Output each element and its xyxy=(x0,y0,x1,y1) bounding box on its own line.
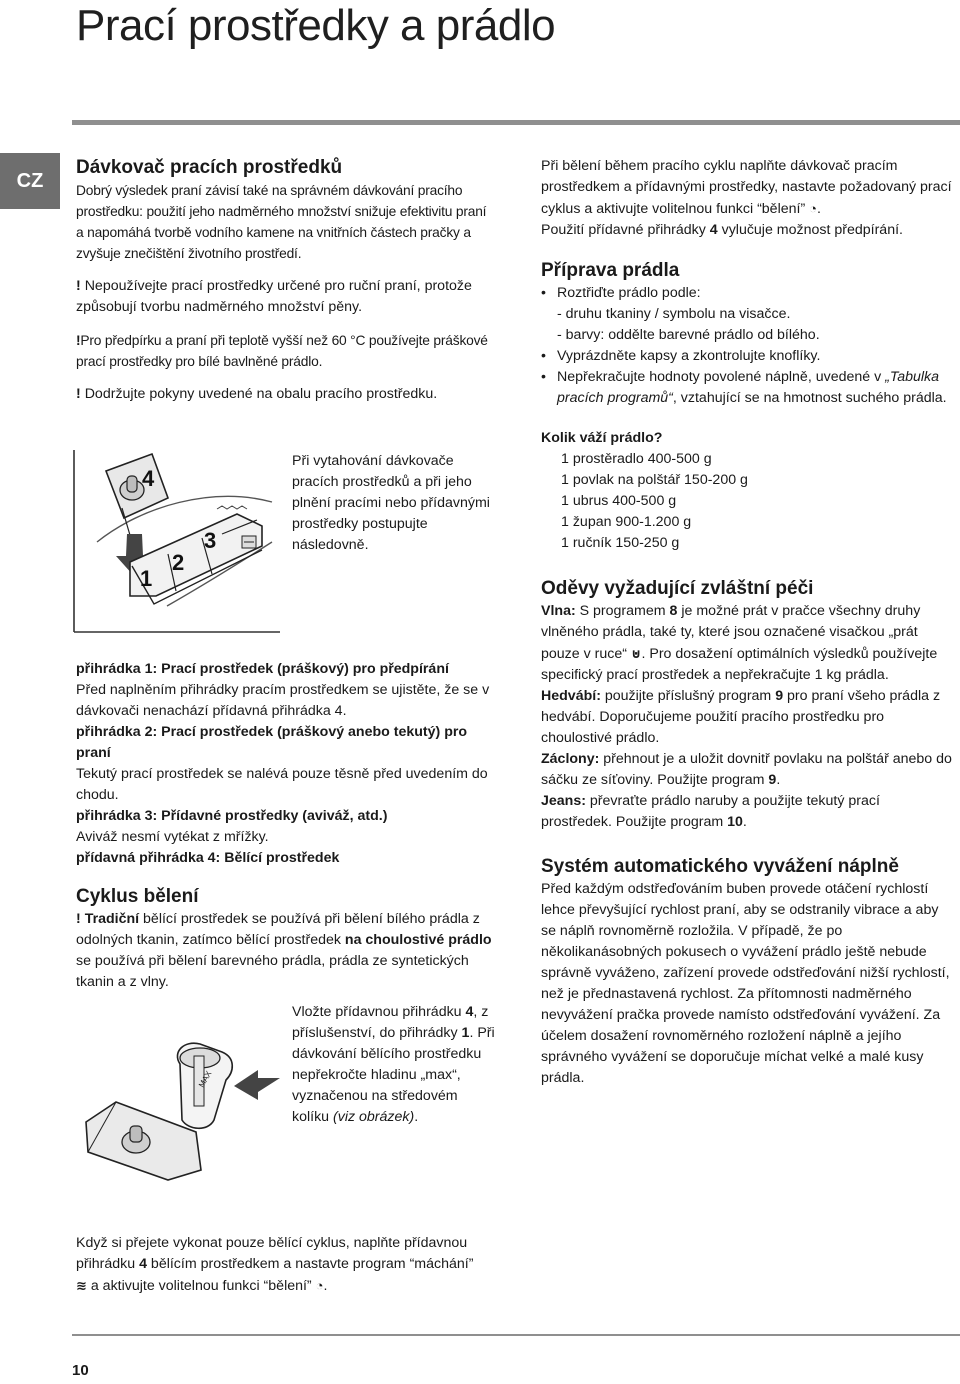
compartment-2-text: Tekutý prací prostředek se nalévá pouze těsně před uvedením do chodu. xyxy=(76,766,488,803)
warning-icon: ! xyxy=(76,278,81,294)
warning-hand-wash: ! Nepoužívejte prací prostředky určené pro ruční praní, protože způsobují tvorbu nadměrného množství pěny. xyxy=(76,278,472,315)
hand-wash-icon: ⊍ xyxy=(630,646,642,661)
list-item: 1 ručník 150-250 g xyxy=(561,535,680,551)
page-number: 10 xyxy=(72,1362,89,1379)
compartment-1-title: přihrádka 1: Prací prostředek (práškový) pro předpírání xyxy=(76,661,449,677)
right-column xyxy=(541,156,953,1089)
bleach-only-note: Když si přejete vykonat pouze bělící cyklus, naplňte přídavnou přihrádku 4 bělícím prostředkem a nastavte program “máchání” ≋ a aktivujte volitelnou funkci “bělení” ◔. xyxy=(76,1235,474,1294)
bleach-caption: Vložte přídavnou přihrádku 4, z příslušenství, do přihrádky 1. Při dávkování bělícího prostředku nepřekročte hladinu „max“, vyznačenou na středovém kolíku (viz obrázek). xyxy=(292,1004,495,1125)
compartment-1-text: Před naplněním přihrádky pracím prostředkem se ujistěte, že se v dávkovači nenachází přídavná přihrádka 4. xyxy=(76,682,490,719)
left-column-top xyxy=(76,156,496,405)
title-divider xyxy=(72,120,960,125)
bleach-compartment-illustration xyxy=(76,1002,286,1182)
compartment-3-title: přihrádka 3: Přídavné prostředky (aviváž, atd.) xyxy=(76,808,388,824)
curtains-text: Záclony: přehnout je a uložit dovnitř povlaku na polštář anebo do sáčku ze síťoviny. Použijte program 9. xyxy=(541,751,952,788)
weight-list xyxy=(541,449,953,554)
bleach-icon: ◔ xyxy=(315,1278,324,1293)
balance-text: Před každým odstřeďováním buben provede otáčení rychlostí lehce převyšující rychlost praní, aby se odstranily vibrace a aby se náplň rovnoměrně rozložila. V případě, že po několikanásobných pokusech o vyvážení prádlo ještě nebude správně vyváženo, zařízení provede odstřeďování nižší rychlostí, než je přednastavená rychlost. Za přítomnosti nadměrného nevyvážení pračka provede namísto odstřeďování vyvážení. Za účelem dosažení rovnoměrného rozložení náplně a jejího správného vyvážení se doporučuje míchat velké a malé kusy prádla. xyxy=(541,881,950,1086)
rinse-icon: ≋ xyxy=(76,1278,87,1293)
warning-prewash: !Pro předpírku a praní při teplotě vyšší než 60 °C používejte práškové prací prostředky pro bílé bavlněné prádlo. xyxy=(76,333,488,369)
list-item: • Vyprázdněte kapsy a zkontrolujte knoflíky. xyxy=(541,346,953,367)
label-compartment-2: 2 xyxy=(172,550,185,575)
special-care-heading: Oděvy vyžadující zvláštní péči xyxy=(541,578,814,599)
compartment-2-title: přihrádka 2: Prací prostředek (práškový anebo tekutý) pro praní xyxy=(76,724,468,761)
list-item: • Roztřiďte prádlo podle: - druhu tkaniny / symbolu na visačce. - barvy: oddělte barevné prádlo od bílého. xyxy=(541,283,953,346)
warning-icon: ! xyxy=(76,333,81,348)
weight-heading: Kolik váží prádlo? xyxy=(541,430,663,446)
list-item: 1 prostěradlo 400-500 g xyxy=(561,451,712,467)
detergent-drawer-illustration xyxy=(72,446,282,636)
compartment-3-text: Aviváž nesmí vytékat z mřížky. xyxy=(76,829,269,845)
bleach-text: ! Tradiční bělící prostředek se používá při bělení bílého prádla z odolných tkanin, zatímco bělící prostředek na choulostivé prádlo se používá při bělení barevného prádla, prádla ze syntetických tkanin a z vlny. xyxy=(76,911,492,990)
compartments-list xyxy=(76,659,496,869)
wool-text: Vlna: S programem 8 je možné prát v pračce všechny druhy vlněného prádla, také ty, které jsou označené visačkou „prát pouze v ruce“ ⊍. Pro dosažení optimálních výsledků používejte specifický prací prostředek a nepřekračujte 1 kg prádla. xyxy=(541,603,938,683)
bleach-prewash-note: Použití přídavné přihrádky 4 vylučuje možnost předpírání. xyxy=(541,222,903,238)
list-item: 1 ubrus 400-500 g xyxy=(561,493,677,509)
page-title: Prací prostředky a prádlo xyxy=(76,1,556,50)
warning-icon: ! xyxy=(76,911,81,927)
warning-instructions: ! Dodržujte pokyny uvedené na obalu pracího prostředku. xyxy=(76,386,438,402)
bleach-section xyxy=(76,885,496,993)
doser-heading: Dávkovač pracích prostředků xyxy=(76,157,343,178)
label-compartment-3: 3 xyxy=(204,528,217,553)
figure-caption: Při vytahování dávkovače pracích prostředků a při jeho plnění pracími nebo přídavnými prostředky postupujte následovně. xyxy=(292,453,490,553)
language-tab: CZ xyxy=(0,153,60,209)
bleach-heading: Cyklus bělení xyxy=(76,886,199,907)
list-item: 1 povlak na polštář 150-200 g xyxy=(561,472,748,488)
footer-divider xyxy=(72,1334,960,1336)
silk-text: Hedvábí: použijte příslušný program 9 pro praní všeho prádla z hedvábí. Doporučujeme použití pracího prostředku pro choulostivé prádlo. xyxy=(541,688,941,746)
balance-heading: Systém automatického vyvážení náplně xyxy=(541,856,899,877)
doser-intro: Dobrý výsledek praní závisí také na správném dávkování pracího prostředku: použití jeho nadměrného množství snižuje efektivitu praní a napomáhá tvorbě vodního kamene na vnitřních částech pračky a zvyšuje znečištění životního prostředí. xyxy=(76,183,487,261)
compartment-4-title: přídavná přihrádka 4: Bělící prostředek xyxy=(76,850,340,866)
jeans-text: Jeans: převraťte prádlo naruby a použijte tekutý prací prostředek. Použijte program 10. xyxy=(541,793,880,830)
list-item: • Nepřekračujte hodnoty povolené náplně, uvedené v „Tabulka pracích programů“, vztahující se na hmotnost suchého prádla. xyxy=(541,367,953,409)
bleach-intro: Při bělení během pracího cyklu naplňte dávkovač pracím prostředkem a přídavnými prostředky, nastavte požadovaný prací cyklus a aktivujte volitelnou funkci “bělení” ◔. xyxy=(541,158,952,217)
prep-list xyxy=(541,283,953,409)
list-item: 1 župan 900-1.200 g xyxy=(561,514,692,530)
bleach-icon: ◔ xyxy=(809,201,817,216)
max-label: MAX xyxy=(196,1069,214,1089)
label-compartment-4: 4 xyxy=(142,466,155,491)
warning-icon: ! xyxy=(76,386,81,402)
prep-heading: Příprava prádla xyxy=(541,260,680,281)
label-compartment-1: 1 xyxy=(140,566,153,591)
